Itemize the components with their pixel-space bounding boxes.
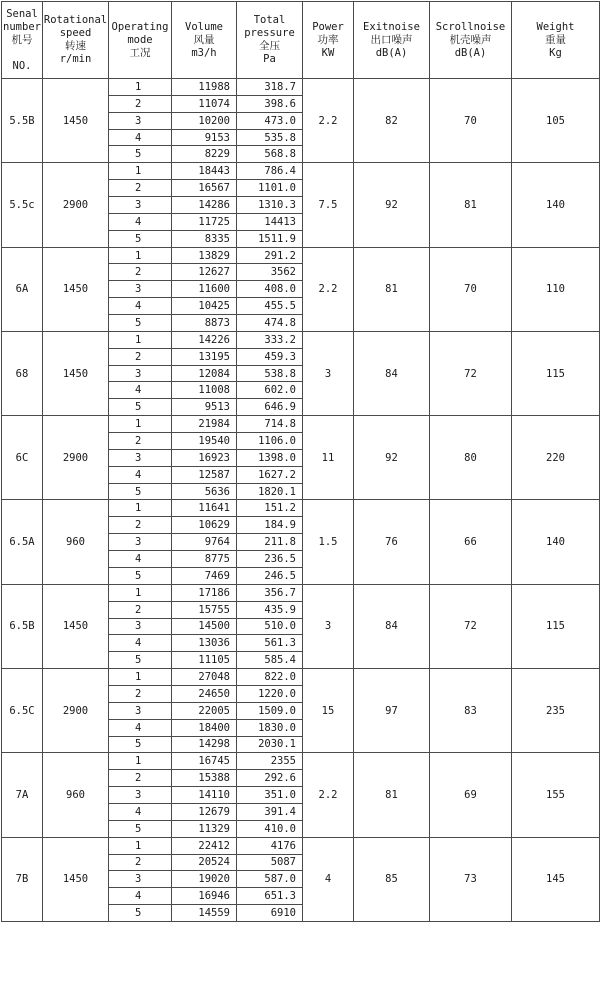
exit-noise-cell: 84 xyxy=(354,331,430,415)
mode-cell: 1 xyxy=(109,79,172,96)
mode-cell: 3 xyxy=(109,197,172,214)
mode-cell: 5 xyxy=(109,399,172,416)
pressure-cell: 1220.0 xyxy=(237,685,303,702)
mode-cell: 2 xyxy=(109,433,172,450)
volume-cell: 11105 xyxy=(172,652,237,669)
serial-cell: 5.5B xyxy=(2,79,43,163)
pressure-cell: 473.0 xyxy=(237,112,303,129)
serial-cell: 6A xyxy=(2,247,43,331)
volume-cell: 8873 xyxy=(172,315,237,332)
power-cell: 4 xyxy=(303,837,354,921)
header-power: Power 功率 KW xyxy=(303,2,354,79)
mode-cell: 4 xyxy=(109,803,172,820)
header-row xyxy=(2,2,600,79)
mode-cell: 3 xyxy=(109,787,172,804)
volume-cell: 8335 xyxy=(172,230,237,247)
volume-cell: 14286 xyxy=(172,197,237,214)
speed-cell: 1450 xyxy=(43,837,109,921)
pressure-cell: 408.0 xyxy=(237,281,303,298)
speed-cell: 1450 xyxy=(43,247,109,331)
mode-cell: 5 xyxy=(109,146,172,163)
pressure-cell: 6910 xyxy=(237,905,303,922)
mode-cell: 4 xyxy=(109,466,172,483)
pressure-cell: 714.8 xyxy=(237,416,303,433)
mode-cell: 2 xyxy=(109,264,172,281)
pressure-cell: 538.8 xyxy=(237,365,303,382)
mode-cell: 4 xyxy=(109,213,172,230)
power-cell: 1.5 xyxy=(303,500,354,584)
volume-cell: 12084 xyxy=(172,365,237,382)
mode-cell: 5 xyxy=(109,905,172,922)
scroll-noise-cell: 72 xyxy=(430,331,512,415)
volume-cell: 20524 xyxy=(172,854,237,871)
volume-cell: 18443 xyxy=(172,163,237,180)
serial-cell: 6.5A xyxy=(2,500,43,584)
pressure-cell: 435.9 xyxy=(237,601,303,618)
mode-cell: 1 xyxy=(109,669,172,686)
volume-cell: 12679 xyxy=(172,803,237,820)
exit-noise-cell: 97 xyxy=(354,669,430,753)
mode-cell: 4 xyxy=(109,551,172,568)
mode-cell: 3 xyxy=(109,618,172,635)
speed-cell: 1450 xyxy=(43,331,109,415)
pressure-cell: 351.0 xyxy=(237,787,303,804)
mode-cell: 2 xyxy=(109,95,172,112)
table-row xyxy=(2,247,600,264)
serial-cell: 7B xyxy=(2,837,43,921)
mode-cell: 2 xyxy=(109,180,172,197)
weight-cell: 105 xyxy=(512,79,600,163)
scroll-noise-cell: 72 xyxy=(430,584,512,668)
pressure-cell: 1627.2 xyxy=(237,466,303,483)
speed-cell: 960 xyxy=(43,500,109,584)
scroll-noise-cell: 80 xyxy=(430,416,512,500)
mode-cell: 1 xyxy=(109,163,172,180)
table-row xyxy=(2,837,600,854)
table-row xyxy=(2,416,600,433)
volume-cell: 12587 xyxy=(172,466,237,483)
scroll-noise-cell: 70 xyxy=(430,247,512,331)
mode-cell: 5 xyxy=(109,736,172,753)
pressure-cell: 391.4 xyxy=(237,803,303,820)
weight-cell: 235 xyxy=(512,669,600,753)
volume-cell: 9764 xyxy=(172,534,237,551)
table-row xyxy=(2,669,600,686)
volume-cell: 15755 xyxy=(172,601,237,618)
mode-cell: 4 xyxy=(109,129,172,146)
volume-cell: 11641 xyxy=(172,500,237,517)
pressure-cell: 356.7 xyxy=(237,584,303,601)
pressure-cell: 459.3 xyxy=(237,348,303,365)
header-scroll-noise: Scrollnoise 机壳噪声 dB(A) xyxy=(430,2,512,79)
scroll-noise-cell: 83 xyxy=(430,669,512,753)
pressure-cell: 318.7 xyxy=(237,79,303,96)
power-cell: 3 xyxy=(303,331,354,415)
pressure-cell: 184.9 xyxy=(237,517,303,534)
pressure-cell: 585.4 xyxy=(237,652,303,669)
mode-cell: 3 xyxy=(109,112,172,129)
mode-cell: 2 xyxy=(109,685,172,702)
scroll-noise-cell: 66 xyxy=(430,500,512,584)
power-cell: 2.2 xyxy=(303,753,354,837)
volume-cell: 19020 xyxy=(172,871,237,888)
weight-cell: 115 xyxy=(512,331,600,415)
volume-cell: 8229 xyxy=(172,146,237,163)
weight-cell: 140 xyxy=(512,500,600,584)
volume-cell: 19540 xyxy=(172,433,237,450)
pressure-cell: 1398.0 xyxy=(237,449,303,466)
weight-cell: 110 xyxy=(512,247,600,331)
pressure-cell: 333.2 xyxy=(237,331,303,348)
mode-cell: 3 xyxy=(109,702,172,719)
mode-cell: 4 xyxy=(109,635,172,652)
pressure-cell: 510.0 xyxy=(237,618,303,635)
mode-cell: 2 xyxy=(109,770,172,787)
power-cell: 2.2 xyxy=(303,79,354,163)
volume-cell: 16923 xyxy=(172,449,237,466)
pressure-cell: 291.2 xyxy=(237,247,303,264)
pressure-cell: 474.8 xyxy=(237,315,303,332)
volume-cell: 16745 xyxy=(172,753,237,770)
pressure-cell: 398.6 xyxy=(237,95,303,112)
pressure-cell: 587.0 xyxy=(237,871,303,888)
mode-cell: 3 xyxy=(109,365,172,382)
exit-noise-cell: 92 xyxy=(354,416,430,500)
volume-cell: 11008 xyxy=(172,382,237,399)
volume-cell: 11725 xyxy=(172,213,237,230)
volume-cell: 9513 xyxy=(172,399,237,416)
pressure-cell: 1106.0 xyxy=(237,433,303,450)
exit-noise-cell: 81 xyxy=(354,753,430,837)
speed-cell: 1450 xyxy=(43,584,109,668)
fan-performance-table xyxy=(1,1,600,922)
volume-cell: 11600 xyxy=(172,281,237,298)
pressure-cell: 5087 xyxy=(237,854,303,871)
mode-cell: 3 xyxy=(109,534,172,551)
header-mode: Operating mode 工况 xyxy=(109,2,172,79)
serial-cell: 6.5C xyxy=(2,669,43,753)
mode-cell: 4 xyxy=(109,888,172,905)
pressure-cell: 1820.1 xyxy=(237,483,303,500)
mode-cell: 3 xyxy=(109,281,172,298)
serial-cell: 7A xyxy=(2,753,43,837)
speed-cell: 960 xyxy=(43,753,109,837)
volume-cell: 14226 xyxy=(172,331,237,348)
mode-cell: 1 xyxy=(109,500,172,517)
weight-cell: 145 xyxy=(512,837,600,921)
mode-cell: 5 xyxy=(109,567,172,584)
volume-cell: 13829 xyxy=(172,247,237,264)
volume-cell: 12627 xyxy=(172,264,237,281)
pressure-cell: 822.0 xyxy=(237,669,303,686)
serial-cell: 68 xyxy=(2,331,43,415)
volume-cell: 21984 xyxy=(172,416,237,433)
volume-cell: 14559 xyxy=(172,905,237,922)
table-row xyxy=(2,163,600,180)
mode-cell: 2 xyxy=(109,854,172,871)
table-body xyxy=(2,79,600,922)
pressure-cell: 151.2 xyxy=(237,500,303,517)
pressure-cell: 211.8 xyxy=(237,534,303,551)
power-cell: 11 xyxy=(303,416,354,500)
mode-cell: 5 xyxy=(109,483,172,500)
volume-cell: 14298 xyxy=(172,736,237,753)
serial-cell: 6C xyxy=(2,416,43,500)
table-row xyxy=(2,500,600,517)
pressure-cell: 786.4 xyxy=(237,163,303,180)
pressure-cell: 535.8 xyxy=(237,129,303,146)
power-cell: 15 xyxy=(303,669,354,753)
pressure-cell: 4176 xyxy=(237,837,303,854)
mode-cell: 2 xyxy=(109,348,172,365)
pressure-cell: 455.5 xyxy=(237,298,303,315)
pressure-cell: 246.5 xyxy=(237,567,303,584)
pressure-cell: 1310.3 xyxy=(237,197,303,214)
volume-cell: 10200 xyxy=(172,112,237,129)
volume-cell: 11329 xyxy=(172,820,237,837)
exit-noise-cell: 92 xyxy=(354,163,430,247)
mode-cell: 2 xyxy=(109,517,172,534)
exit-noise-cell: 76 xyxy=(354,500,430,584)
volume-cell: 22412 xyxy=(172,837,237,854)
pressure-cell: 2030.1 xyxy=(237,736,303,753)
mode-cell: 5 xyxy=(109,652,172,669)
mode-cell: 4 xyxy=(109,298,172,315)
volume-cell: 10425 xyxy=(172,298,237,315)
mode-cell: 1 xyxy=(109,331,172,348)
pressure-cell: 646.9 xyxy=(237,399,303,416)
pressure-cell: 1830.0 xyxy=(237,719,303,736)
weight-cell: 115 xyxy=(512,584,600,668)
speed-cell: 2900 xyxy=(43,669,109,753)
mode-cell: 1 xyxy=(109,837,172,854)
volume-cell: 13036 xyxy=(172,635,237,652)
header-pressure: Total pressure 全压 Pa xyxy=(237,2,303,79)
mode-cell: 1 xyxy=(109,584,172,601)
volume-cell: 14500 xyxy=(172,618,237,635)
mode-cell: 5 xyxy=(109,315,172,332)
pressure-cell: 410.0 xyxy=(237,820,303,837)
table-row xyxy=(2,753,600,770)
exit-noise-cell: 82 xyxy=(354,79,430,163)
header-weight: Weight 重量 Kg xyxy=(512,2,600,79)
weight-cell: 140 xyxy=(512,163,600,247)
volume-cell: 13195 xyxy=(172,348,237,365)
mode-cell: 1 xyxy=(109,416,172,433)
volume-cell: 27048 xyxy=(172,669,237,686)
header-serial: Senal number 机号 NO. xyxy=(2,2,43,79)
volume-cell: 16946 xyxy=(172,888,237,905)
pressure-cell: 3562 xyxy=(237,264,303,281)
serial-cell: 5.5c xyxy=(2,163,43,247)
mode-cell: 1 xyxy=(109,753,172,770)
scroll-noise-cell: 81 xyxy=(430,163,512,247)
exit-noise-cell: 81 xyxy=(354,247,430,331)
table-row xyxy=(2,79,600,96)
pressure-cell: 1101.0 xyxy=(237,180,303,197)
pressure-cell: 651.3 xyxy=(237,888,303,905)
table-row xyxy=(2,584,600,601)
mode-cell: 2 xyxy=(109,601,172,618)
volume-cell: 16567 xyxy=(172,180,237,197)
mode-cell: 4 xyxy=(109,719,172,736)
mode-cell: 5 xyxy=(109,230,172,247)
pressure-cell: 568.8 xyxy=(237,146,303,163)
pressure-cell: 1509.0 xyxy=(237,702,303,719)
volume-cell: 11074 xyxy=(172,95,237,112)
header-speed: Rotational speed 转速 r/min xyxy=(43,2,109,79)
weight-cell: 155 xyxy=(512,753,600,837)
volume-cell: 10629 xyxy=(172,517,237,534)
volume-cell: 7469 xyxy=(172,567,237,584)
exit-noise-cell: 84 xyxy=(354,584,430,668)
table-row xyxy=(2,331,600,348)
scroll-noise-cell: 70 xyxy=(430,79,512,163)
mode-cell: 3 xyxy=(109,871,172,888)
serial-cell: 6.5B xyxy=(2,584,43,668)
volume-cell: 5636 xyxy=(172,483,237,500)
volume-cell: 17186 xyxy=(172,584,237,601)
scroll-noise-cell: 69 xyxy=(430,753,512,837)
volume-cell: 15388 xyxy=(172,770,237,787)
exit-noise-cell: 85 xyxy=(354,837,430,921)
pressure-cell: 14413 xyxy=(237,213,303,230)
volume-cell: 22005 xyxy=(172,702,237,719)
weight-cell: 220 xyxy=(512,416,600,500)
mode-cell: 4 xyxy=(109,382,172,399)
speed-cell: 2900 xyxy=(43,163,109,247)
pressure-cell: 2355 xyxy=(237,753,303,770)
pressure-cell: 292.6 xyxy=(237,770,303,787)
volume-cell: 14110 xyxy=(172,787,237,804)
pressure-cell: 236.5 xyxy=(237,551,303,568)
mode-cell: 5 xyxy=(109,820,172,837)
scroll-noise-cell: 73 xyxy=(430,837,512,921)
power-cell: 3 xyxy=(303,584,354,668)
pressure-cell: 1511.9 xyxy=(237,230,303,247)
speed-cell: 2900 xyxy=(43,416,109,500)
mode-cell: 1 xyxy=(109,247,172,264)
volume-cell: 8775 xyxy=(172,551,237,568)
pressure-cell: 602.0 xyxy=(237,382,303,399)
volume-cell: 9153 xyxy=(172,129,237,146)
volume-cell: 11988 xyxy=(172,79,237,96)
volume-cell: 18400 xyxy=(172,719,237,736)
pressure-cell: 561.3 xyxy=(237,635,303,652)
volume-cell: 24650 xyxy=(172,685,237,702)
power-cell: 7.5 xyxy=(303,163,354,247)
speed-cell: 1450 xyxy=(43,79,109,163)
header-volume: Volume 风量 m3/h xyxy=(172,2,237,79)
power-cell: 2.2 xyxy=(303,247,354,331)
mode-cell: 3 xyxy=(109,449,172,466)
header-exit-noise: Exitnoise 出口噪声 dB(A) xyxy=(354,2,430,79)
